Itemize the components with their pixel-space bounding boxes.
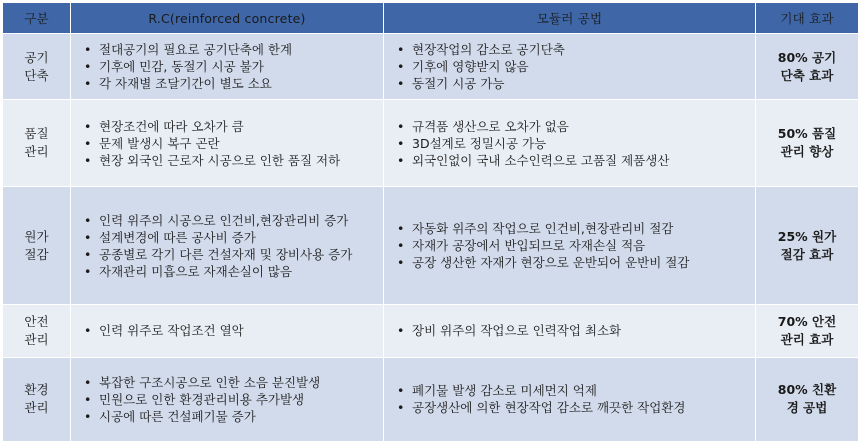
list-item: • 현장작업의 감소로 공기단축	[384, 41, 745, 58]
category-label: 안전 관리	[24, 313, 49, 347]
list-item: • 절대공기의 필요로 공기단축에 한계	[71, 41, 373, 58]
list-item: • 공장생산에 의한 현장작업 감소로 깨끗한 작업환경	[384, 399, 745, 416]
header-row	[3, 3, 859, 34]
list-item: • 시공에 따른 건설폐기물 증가	[71, 408, 373, 425]
effect-cell	[756, 100, 859, 186]
list-item: • 동절기 시공 가능	[384, 75, 745, 92]
category-cell	[3, 34, 71, 100]
category-cell	[3, 186, 71, 305]
category-cell	[3, 305, 71, 357]
category-cell	[3, 357, 71, 441]
list-item: • 폐기물 발생 감소로 미세먼지 억제	[384, 382, 745, 399]
list-item: • 문제 발생시 복구 곤란	[71, 135, 373, 152]
table-row	[3, 357, 859, 441]
modular-cell	[384, 100, 756, 186]
effect-label: 70% 안전 관리 효과	[777, 313, 837, 347]
list-item: • 3D설계로 정밀시공 가능	[384, 135, 745, 152]
category-label: 원가 절감	[24, 228, 49, 262]
effect-label: 25% 원가 절감 효과	[777, 228, 837, 262]
list-item: • 규격품 생산으로 오차가 없음	[384, 118, 745, 135]
rc-cell	[71, 186, 384, 305]
table-row	[3, 186, 859, 305]
effect-label: 80% 친환 경 공법	[777, 382, 837, 416]
header-effect: 기대 효과	[756, 3, 859, 34]
list-item: • 설계변경에 따른 공사비 증가	[71, 229, 373, 246]
modular-cell	[384, 186, 756, 305]
list-item: • 인력 위주로 작업조건 열악	[71, 322, 373, 339]
rc-cell	[71, 100, 384, 186]
list-item: • 현장조건에 따라 오차가 큼	[71, 118, 373, 135]
header-modular: 모듈러 공법	[384, 3, 756, 34]
category-cell	[3, 100, 71, 186]
table-row	[3, 100, 859, 186]
list-item: • 외국인없이 국내 소수인력으로 고품질 제품생산	[384, 152, 745, 169]
rc-cell	[71, 357, 384, 441]
category-label: 품질 관리	[24, 126, 49, 160]
effect-cell	[756, 186, 859, 305]
effect-cell	[756, 34, 859, 100]
list-item: • 장비 위주의 작업으로 인력작업 최소화	[384, 322, 745, 339]
table-row	[3, 34, 859, 100]
list-item: • 공종별로 각기 다른 건설자재 및 장비사용 증가	[71, 246, 373, 263]
effect-cell	[756, 357, 859, 441]
effect-cell	[756, 305, 859, 357]
list-item: • 현장 외국인 근로자 시공으로 인한 품질 저하	[71, 152, 373, 169]
rc-cell	[71, 34, 384, 100]
category-label: 공기 단축	[24, 49, 49, 83]
list-item: • 공장 생산한 자재가 현장으로 운반되어 운반비 절감	[384, 254, 745, 271]
rc-cell	[71, 305, 384, 357]
list-item: • 자재관리 미흡으로 자재손실이 많음	[71, 263, 373, 280]
list-item: • 복잡한 구조시공으로 인한 소음 분진발생	[71, 374, 373, 391]
list-item: • 자재가 공장에서 반입되므로 자재손실 적음	[384, 237, 745, 254]
list-item: • 각 자재별 조달기간이 별도 소요	[71, 75, 373, 92]
modular-cell	[384, 34, 756, 100]
effect-label: 50% 품질 관리 향상	[777, 126, 837, 160]
comparison-table	[2, 2, 859, 442]
effect-label: 80% 공기 단축 효과	[777, 49, 837, 83]
list-item: • 민원으로 인한 환경관리비용 추가발생	[71, 391, 373, 408]
category-label: 환경 관리	[24, 382, 49, 416]
list-item: • 기후에 영향받지 않음	[384, 58, 745, 75]
modular-cell	[384, 357, 756, 441]
table-row	[3, 305, 859, 357]
list-item: • 자동화 위주의 작업으로 인건비,현장관리비 절감	[384, 220, 745, 237]
list-item: • 인력 위주의 시공으로 인건비,현장관리비 증가	[71, 212, 373, 229]
header-rc: R.C(reinforced concrete)	[71, 3, 384, 34]
header-category: 구분	[3, 3, 71, 34]
modular-cell	[384, 305, 756, 357]
list-item: • 기후에 민감, 동절기 시공 불가	[71, 58, 373, 75]
